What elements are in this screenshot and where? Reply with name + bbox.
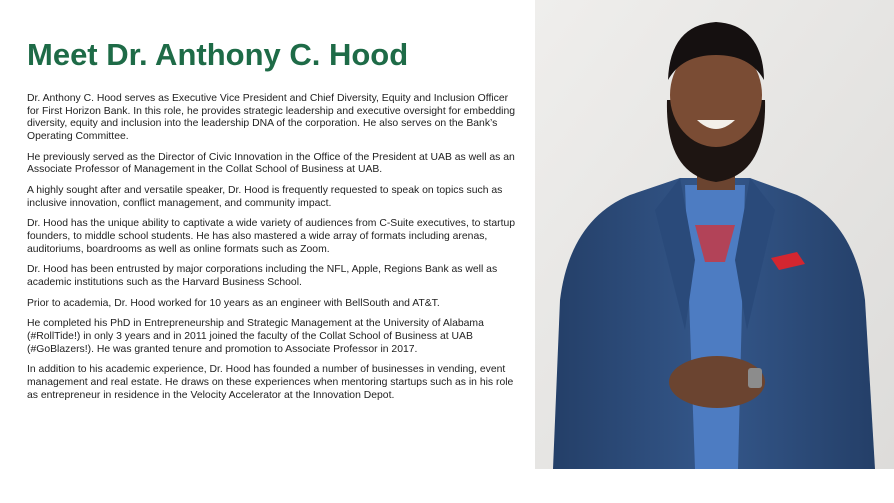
bio-paragraph: In addition to his academic experience, Dr. Hood has founded a number of businesses in vending, event management and real estate. He draws on these experiences when mentoring startups such as in his role as entrepreneur in residence in the Velocity Accelerator at the Innovation Depot. [27,364,514,401]
bio-paragraph: A highly sought after and versatile speaker, Dr. Hood is frequently requested to speak on topics such as inclusive innovation, conflict management, and community impact. [27,184,503,209]
bio-text [27,93,521,410]
bio-paragraph: Dr. Hood has the unique ability to captivate a wide variety of audiences from C-Suite executives, to startup founders, to middle school students. He has also mastered a wide array of formats including arenas, auditoriums, boardrooms as well as online formats such as Zoom. [27,218,516,255]
bio-paragraph: Dr. Hood has been entrusted by major corporations including the NFL, Apple, Regions Bank as well as academic institutions such as the Harvard Business School. [27,264,498,288]
bio-paragraph: Dr. Anthony C. Hood serves as Executive Vice President and Chief Diversity, Equity and Inclusion Officer for First Horizon Bank. In this role, he provides strategic leadership and executive oversight for embedding diversity, equity and inclusion into the leadership DNA of the corporation. He also serves on the Bank’s Operating Committee. [27,93,516,142]
wristwatch [748,368,762,388]
portrait-photo [535,0,894,469]
page-title: Meet Dr. Anthony C. Hood [27,37,409,72]
bio-paragraph: Prior to academia, Dr. Hood worked for 10 years as an engineer with BellSouth and AT&T. [27,297,440,309]
bio-paragraph: He completed his PhD in Entrepreneurship and Strategic Management at the University of Alabama (#RollTide!) in only 3 years and in 2011 joined the faculty of the Collat School of Business at UAB (#GoBlazers!). He was granted tenure and promotion to Associate Professor in 2017. [27,318,484,355]
bio-paragraph: He previously served as the Director of Civic Innovation in the Office of the President at UAB as well as an Associate Professor of Management in the Collat School of Business at UAB. [27,151,515,176]
